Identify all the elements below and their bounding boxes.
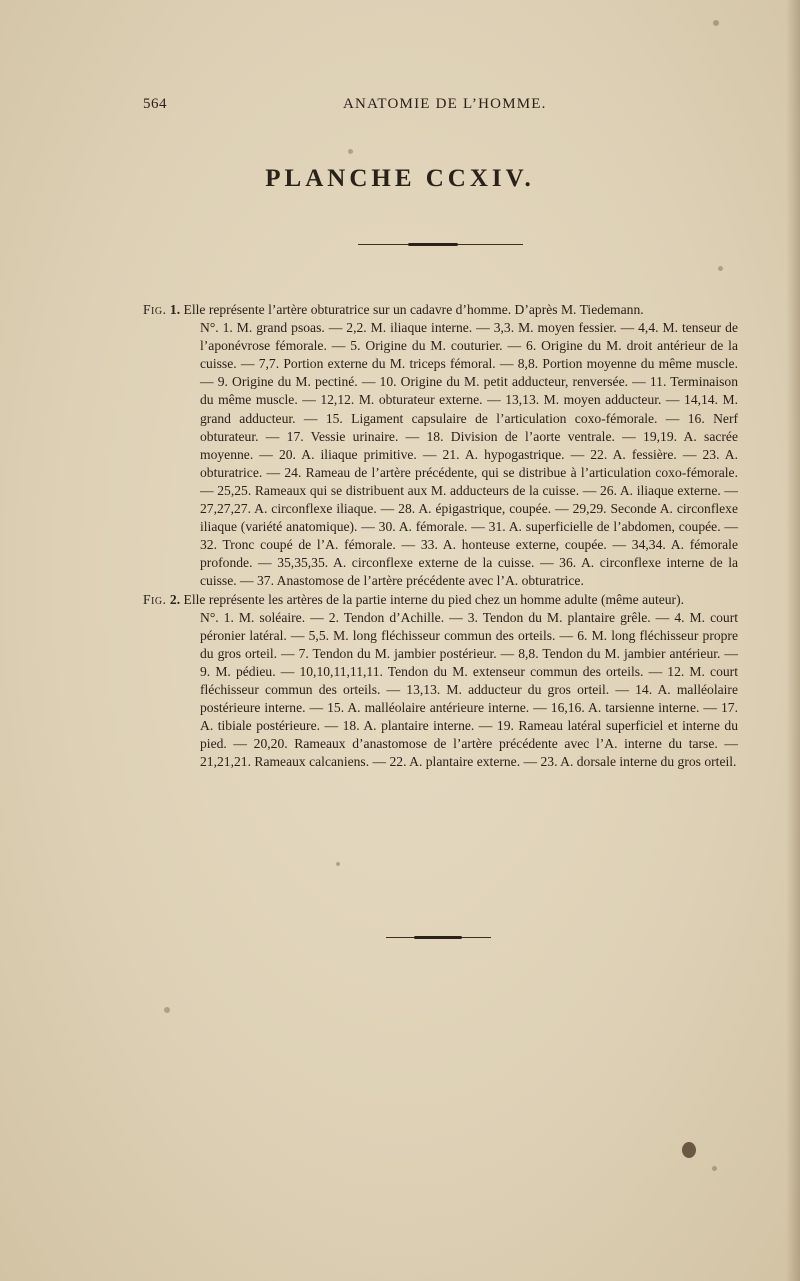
figure-2-number: 2. bbox=[169, 591, 181, 607]
page-number: 564 bbox=[143, 96, 167, 112]
plate-title: PLANCHE CCXIV. bbox=[265, 165, 535, 192]
figure-2-label: Fig. bbox=[143, 591, 167, 607]
foxing-spot bbox=[348, 149, 353, 154]
foxing-spot bbox=[712, 1166, 717, 1171]
title-divider bbox=[358, 244, 523, 245]
foxing-spot bbox=[682, 1142, 696, 1158]
plate-legend bbox=[143, 301, 738, 771]
figure-2-legend: N°. 1. M. soléaire. — 2. Tendon d’Achille. — 3. Tendon du M. plantaire grêle. — 4. M. court péronier latéral. — 5,5. M. long fléchisseur commun des orteils. — 6. M. long fléchisseur propre du gros orteil. — 7. Tendon du M. jambier postérieur. — 8,8. Tendon du M. jambier antérieur. — 9. M. pédieu. — 10,10,11,11,11. Tendon du M. extenseur commun des orteils. — 12. M. court fléchisseur commun des orteils. — 13,13. M. adducteur du gros orteil. — 14. A. malléolaire postérieure interne. — 15. A. malléolaire antérieure interne. — 16,16. A. tarsienne interne. — 17. A. tibiale postérieure. — 18. A. plantaire interne. — 19. Rameau latéral superficiel et interne du pied. — 20,20. Rameaux d’anastomose de l’artère précédente avec l’A. interne du tarse. — 21,21,21. Rameaux calcaniens. — 22. A. plantaire externe. — 23. A. dorsale interne du gros orteil. bbox=[200, 609, 738, 770]
foxing-spot bbox=[164, 1007, 170, 1013]
figure-1-label: Fig. bbox=[143, 302, 167, 317]
foxing-spot bbox=[718, 266, 723, 271]
figure-2-caption bbox=[143, 591, 738, 609]
foxing-spot bbox=[336, 862, 340, 866]
figure-1-intro: Elle représente l’artère obturatrice sur un cadavre d’homme. D’après M. Tiedemann. bbox=[183, 302, 644, 317]
figure-1-legend: N°. 1. M. grand psoas. — 2,2. M. iliaque interne. — 3,3. M. moyen fessier. — 4,4. M. tenseur de l’aponévrose fémorale. — 5. Origine du M. couturier. — 6. Origine du M. droit antérieur de la cuisse. — 7,7. Portion externe du M. triceps fémoral. — 8,8. Portion moyenne du même muscle. — 9. Origine du M. pectiné. — 10. Origine du M. petit adducteur, renversée. — 11. Terminaison du même muscle. — 12,12. M. obturateur externe. — 13,13. M. moyen adducteur. — 14,14. M. grand adducteur. — 15. Ligament capsulaire de l’articulation coxo-fémorale. — 16. Nerf obturateur. — 17. Vessie urinaire. — 18. Division de l’aorte ventrale. — 19,19. A. sacrée moyenne. — 20. A. iliaque primitive. — 21. A. hypogastrique. — 22. A. fessière. — 23. A. obturatrice. — 24. Rameau de l’artère précédente, qui se distribue à l’articulation coxo-fémorale. — 25,25. Rameaux qui se distribuent aux M. adducteurs de la cuisse. — 26. A. iliaque externe. — 27,27,27. A. circonflexe iliaque. — 28. A. épigastrique, coupée. — 29,29. Seconde A. circonflexe iliaque (variété anatomique). — 30. A. fémorale. — 31. A. superficielle de l’abdomen, coupée. — 32. Tronc coupé de l’A. fémorale. — 33. A. honteuse externe, coupée. — 34,34. A. fémorale profonde. — 35,35,35. A. circonflexe externe de la cuisse. — 36. A. circonflexe interne de la cuisse. — 37. Anastomose de l’artère précédente avec l’A. obturatrice. bbox=[200, 320, 738, 589]
closing-divider bbox=[386, 937, 491, 938]
figure-1-caption bbox=[143, 301, 738, 319]
figure-1-number: 1. bbox=[169, 302, 181, 317]
running-title: ANATOMIE DE L’HOMME. bbox=[343, 96, 547, 112]
figure-2-intro: Elle représente les artères de la partie interne du pied chez un homme adulte (même auteur). bbox=[183, 591, 685, 607]
foxing-spot bbox=[713, 20, 719, 26]
